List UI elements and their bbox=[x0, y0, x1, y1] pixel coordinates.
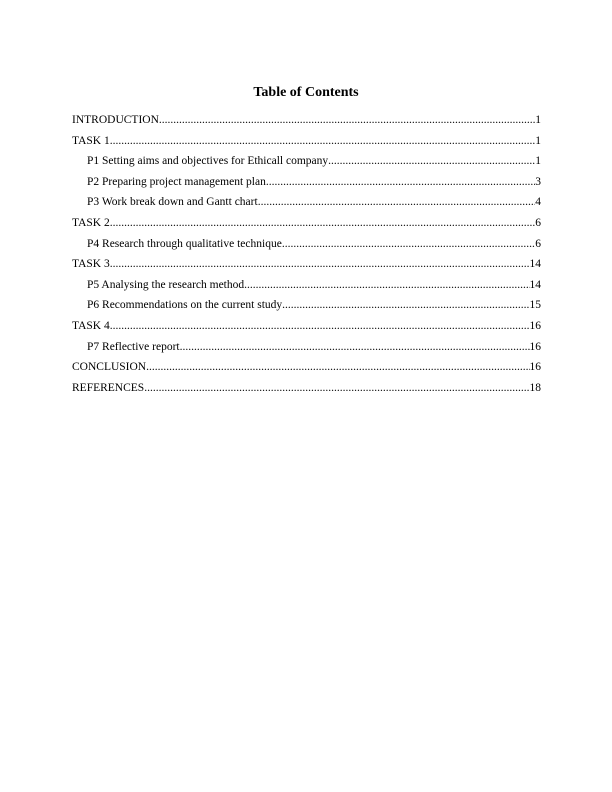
toc-entry-p6[interactable] bbox=[72, 297, 541, 318]
toc-page-number: 16 bbox=[529, 319, 541, 332]
toc-page-number: 14 bbox=[529, 258, 541, 271]
toc-dot-leader bbox=[282, 297, 529, 314]
toc-dot-leader bbox=[110, 318, 530, 335]
toc-dot-leader bbox=[110, 133, 536, 150]
toc-entry-p2[interactable] bbox=[72, 174, 541, 195]
toc-entry-text: P3 Work break down and Gantt chart bbox=[87, 196, 258, 209]
toc-page-number: 6 bbox=[535, 237, 541, 250]
toc-entry-text: CONCLUSION bbox=[72, 361, 147, 374]
toc-page-number: 15 bbox=[529, 299, 541, 312]
toc-dot-leader bbox=[328, 153, 535, 170]
toc-entry-p5[interactable] bbox=[72, 277, 541, 298]
toc-page-number: 1 bbox=[535, 134, 541, 147]
toc-entry-text: TASK 3 bbox=[72, 258, 110, 271]
toc-dot-leader bbox=[146, 359, 529, 376]
toc-entry-p1[interactable] bbox=[72, 153, 541, 174]
toc-dot-leader bbox=[244, 277, 529, 294]
toc-page-number: 1 bbox=[535, 114, 541, 126]
toc-entry-text: P6 Recommendations on the current study bbox=[87, 299, 283, 312]
toc-entry-p7[interactable] bbox=[72, 339, 541, 360]
toc-entry-task-4[interactable] bbox=[72, 318, 541, 339]
toc-page-number: 1 bbox=[535, 155, 541, 168]
toc-page-number: 6 bbox=[535, 216, 541, 229]
toc-dot-leader bbox=[180, 339, 530, 356]
toc-page-number: 18 bbox=[529, 381, 541, 394]
toc-entry-text: P5 Analysing the research method bbox=[87, 278, 245, 291]
toc-page-number: 4 bbox=[535, 196, 541, 209]
toc-entry-p3[interactable] bbox=[72, 194, 541, 215]
toc-dot-leader bbox=[266, 174, 535, 191]
toc-list bbox=[72, 112, 541, 400]
toc-dot-leader bbox=[258, 194, 536, 211]
toc-page-number: 16 bbox=[529, 361, 541, 374]
toc-dot-leader bbox=[144, 380, 529, 397]
toc-entry-text: TASK 2 bbox=[72, 216, 110, 229]
toc-title: Table of Contents bbox=[253, 85, 359, 100]
toc-entry-text: P1 Setting aims and objectives for Ethicall company bbox=[87, 155, 329, 168]
toc-entry-text: INTRODUCTION bbox=[72, 114, 159, 126]
toc-dot-leader bbox=[110, 256, 530, 273]
toc-dot-leader bbox=[110, 215, 536, 232]
toc-entry-text: P2 Preparing project management plan bbox=[87, 175, 266, 188]
toc-dot-leader bbox=[282, 236, 535, 253]
toc-entry-task-2[interactable] bbox=[72, 215, 541, 236]
toc-entry-text: P4 Research through qualitative technique bbox=[87, 237, 282, 250]
toc-entry-introduction[interactable] bbox=[72, 112, 541, 133]
toc-entry-task-3[interactable] bbox=[72, 256, 541, 277]
toc-entry-text: TASK 4 bbox=[72, 319, 110, 332]
toc-entry-task-1[interactable] bbox=[72, 133, 541, 154]
toc-page-number: 3 bbox=[535, 175, 541, 188]
toc-page-number: 16 bbox=[529, 340, 541, 353]
toc-dot-leader bbox=[159, 112, 535, 129]
toc-entry-conclusion[interactable] bbox=[72, 359, 541, 380]
toc-entry-references[interactable] bbox=[72, 380, 541, 401]
toc-page-number: 14 bbox=[529, 278, 541, 291]
toc-entry-p4[interactable] bbox=[72, 236, 541, 257]
toc-entry-text: REFERENCES bbox=[72, 381, 145, 394]
toc-entry-text: TASK 1 bbox=[72, 134, 110, 147]
toc-entry-text: P7 Reflective report bbox=[87, 340, 180, 353]
